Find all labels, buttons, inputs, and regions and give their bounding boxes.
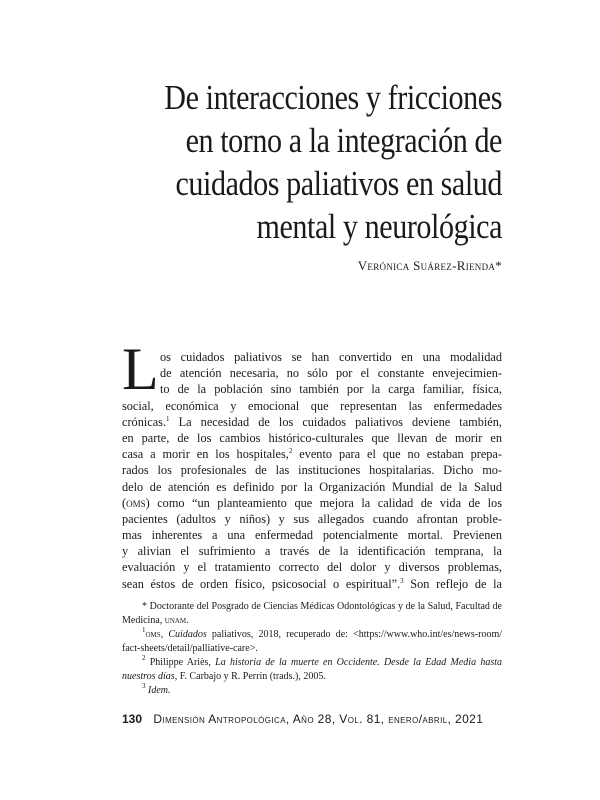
journal-citation: Dimensión Antropológica, Año 28, Vol. 81, enero/abril, 2021 (153, 712, 484, 726)
body-line: social, económica y emocional que representan las enfermedades (122, 398, 502, 413)
body-line: delo de atención es definido por la Organización Mundial de la Salud (122, 479, 502, 494)
footnotes (122, 600, 502, 698)
body-line: casa a morir en los hospitales,$^2$ evento para el que no estaban prepa- (122, 447, 502, 462)
footnote-author: * Doctorante del Posgrado de Ciencias Médicas Odontológicas y de la Salud, Facultad de Medicina, unam. (122, 601, 502, 626)
body-line: en parte, de los cambios histórico-culturales que llevan de morir en (122, 430, 502, 445)
footnote-2: $^2$ Philippe Ariès, La historia de la muerte en Occidente. Desde la Edad Media hasta nuestros días, F. Carbajo y R. Perrín (trads.), 2005. (122, 654, 502, 682)
body-line: crónicas.$^1$ La necesidad de los cuidados paliativos deviene también, (122, 414, 502, 429)
footnote-1: $^1$oms, Cuidados paliativos, 2018, recuperado de: <https://www.who.int/es/news-room/ fact-sheets/detail/palliative-care>. (122, 626, 503, 654)
body-line: (oms) como “un planteamiento que mejora la calidad de vida de los (122, 495, 502, 510)
body-line: mas inherentes a una enfermedad potencialmente mortal. Previenen (122, 528, 502, 543)
body-line: de atención necesaria, no sólo por el constante envejecimien- (160, 366, 502, 381)
article-title (141, 76, 502, 248)
page-number: 130 (122, 712, 143, 726)
title-line: cuidados paliativos en salud (175, 164, 502, 203)
page-footer (122, 712, 483, 726)
author-name: Verónica Suárez-Rienda* (357, 258, 502, 273)
body-line: os cuidados paliativos se han convertido en una modalidad (160, 350, 502, 364)
body-line: to de la población sino también por la carga familiar, física, (160, 382, 502, 397)
footnote-3: $^3$ Idem. (142, 682, 171, 696)
footnote-ref[interactable]: 3 (400, 576, 404, 585)
body-paragraph (122, 349, 502, 592)
title-line: mental y neurológica (256, 207, 502, 246)
body-line: pacientes (adultos y niños) y sus allegados cuando afrontan proble- (122, 511, 502, 526)
footnote-ref[interactable]: 2 (288, 447, 293, 456)
body-line: sean éstos de orden físico, psicosocial o espiritual”.$^3$ Son reflejo de la (122, 576, 502, 591)
title-line: De interacciones y fricciones (164, 78, 502, 117)
footnote-ref[interactable]: 1 (166, 414, 170, 423)
drop-cap: L (122, 336, 159, 402)
title-line: en torno a la integración de (185, 121, 502, 160)
body-line: rados los profesionales de las instituciones hospitalarias. Dicho mo- (122, 463, 502, 478)
body-line: y alivian el sufrimiento a través de la identificación temprana, la (122, 544, 502, 559)
body-line: evaluación y el tratamiento correcto del dolor y diversos problemas, (122, 560, 502, 575)
